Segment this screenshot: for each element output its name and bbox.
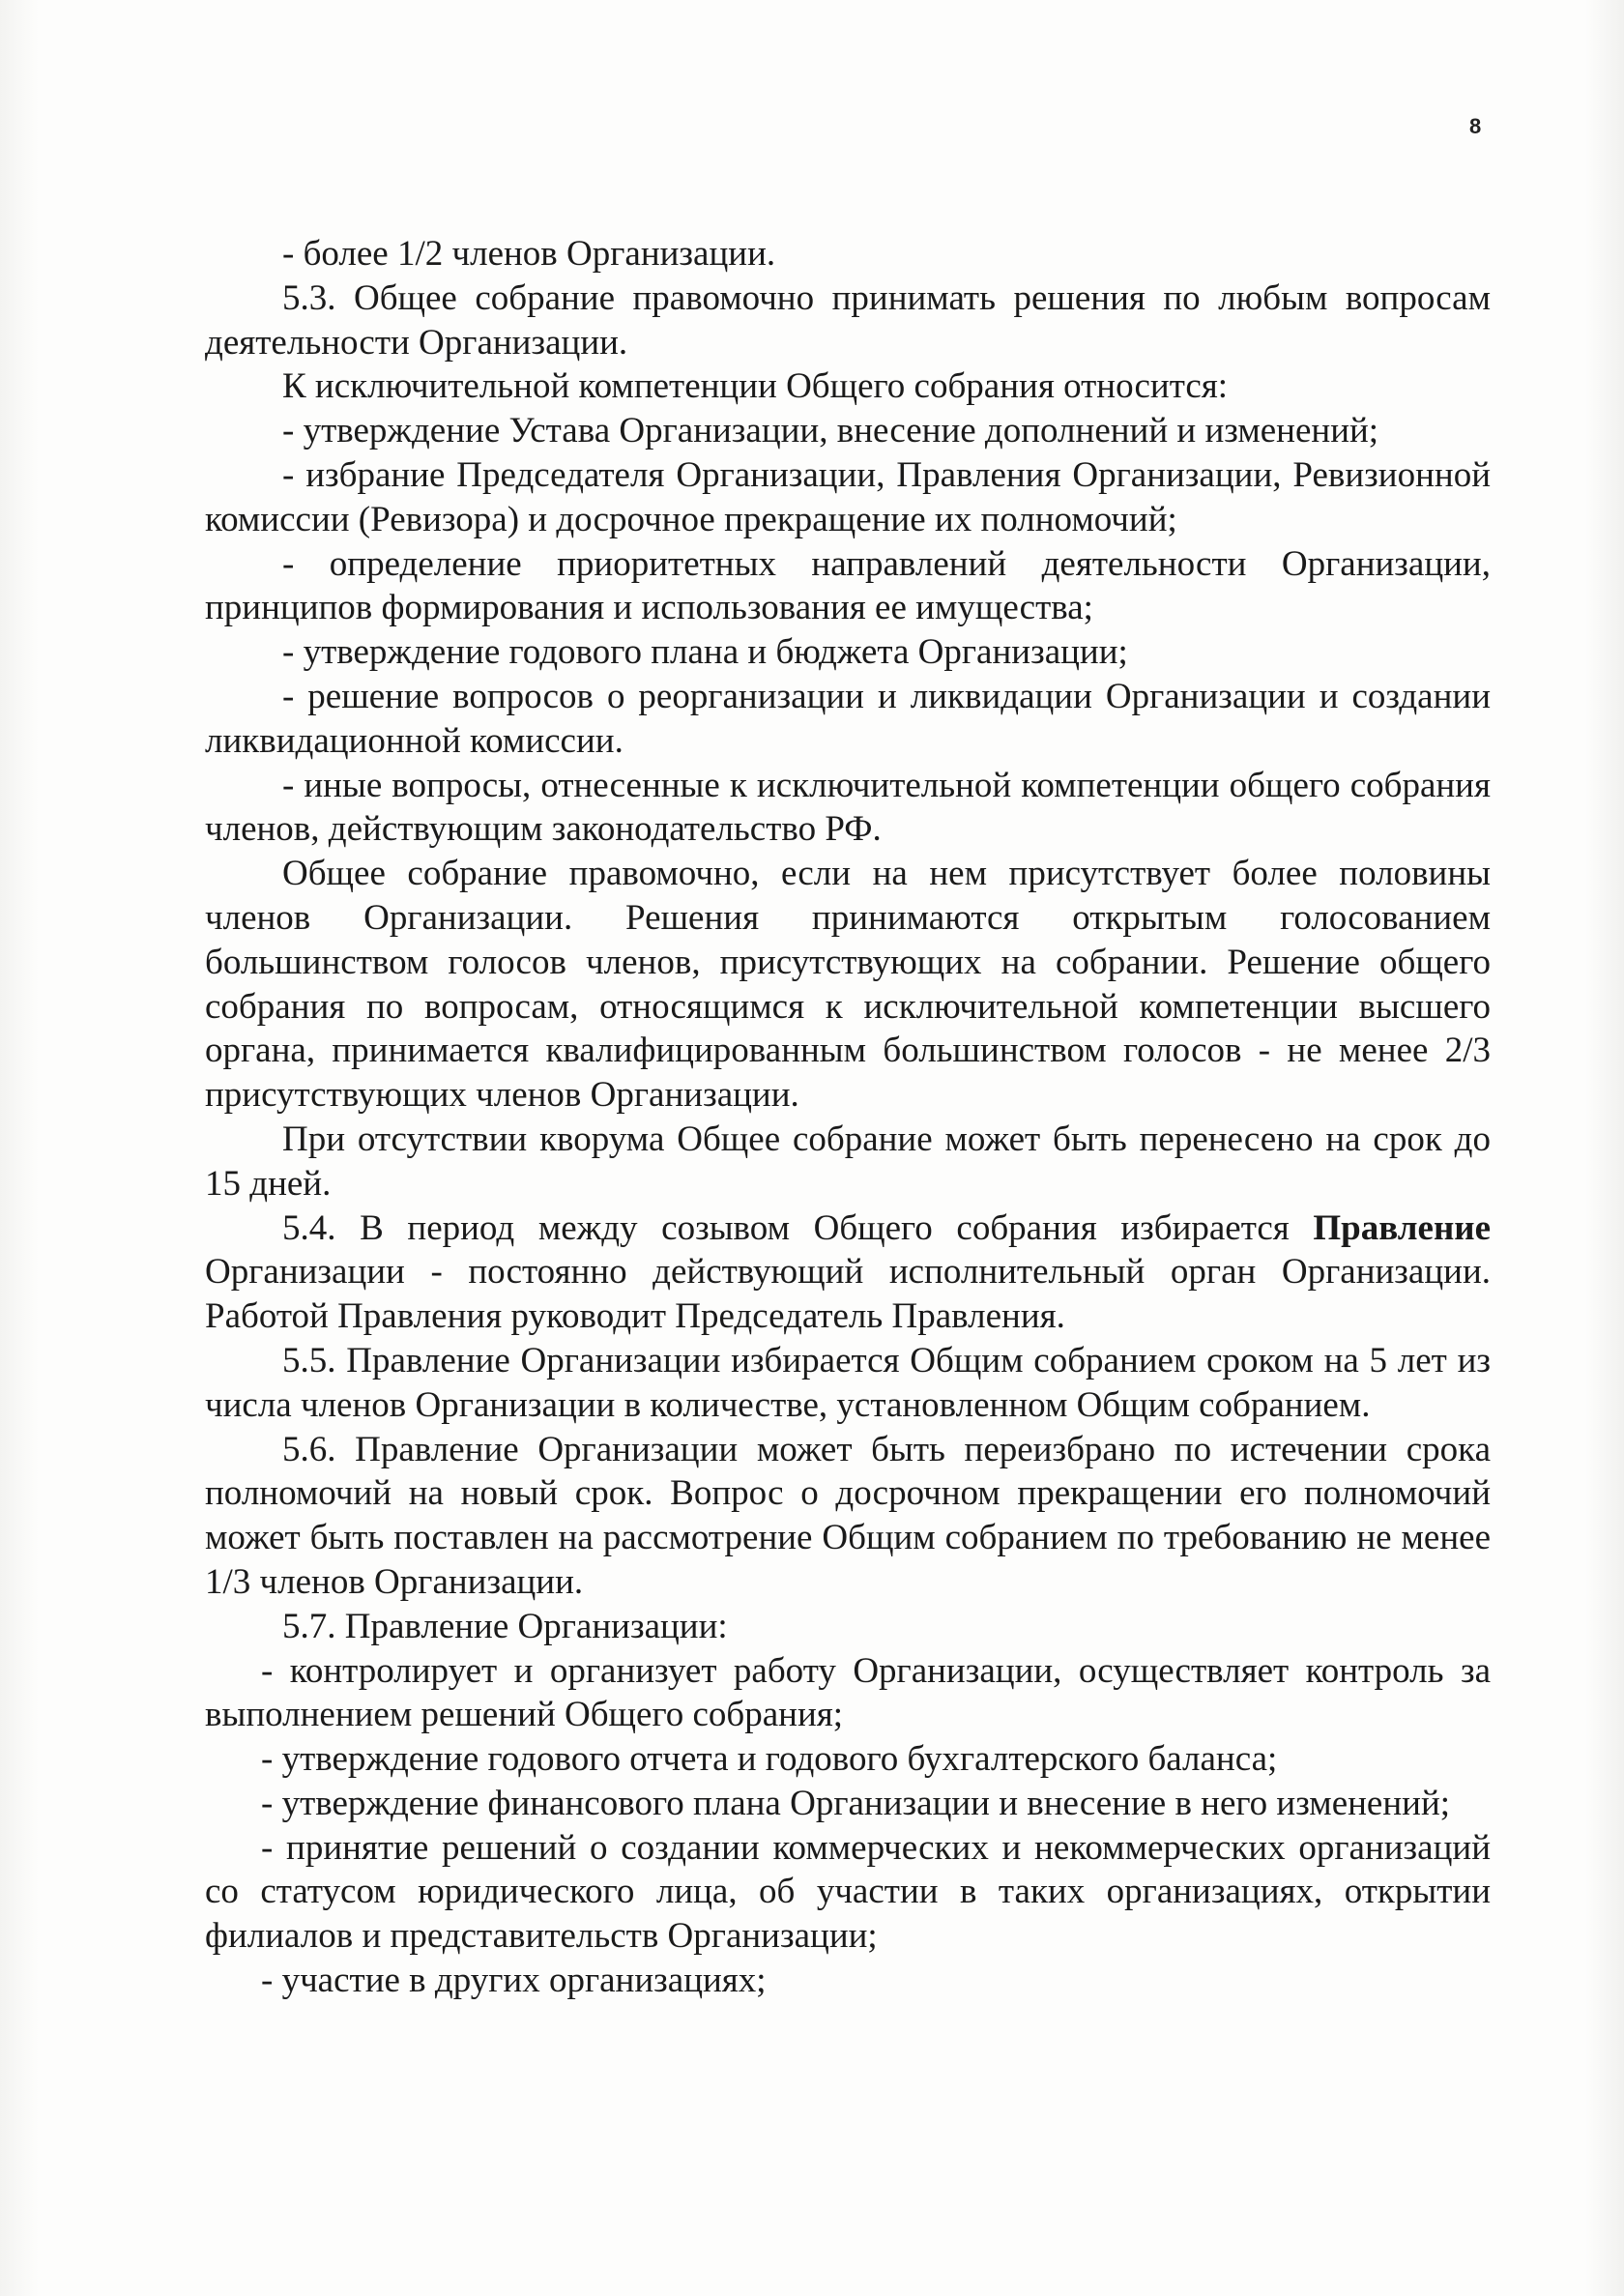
list-item: - утверждение Устава Организации, внесение дополнений и изменений; <box>282 411 1379 451</box>
section-5-4-bold-term: Правление <box>1313 1207 1491 1248</box>
section-5-5: 5.5. Правление Организации избирается Общим собранием сроком на 5 лет из числа членов Организации в количестве, установленном Общим собранием. <box>205 1340 1491 1425</box>
list-item: - утверждение годового отчета и годового бухгалтерского баланса; <box>261 1739 1278 1780</box>
list-item: - утверждение финансового плана Организации и внесение в него изменений; <box>261 1783 1451 1823</box>
list-item: - участие в других организациях; <box>261 1961 767 2001</box>
list-item: - принятие решений о создании коммерческих и некоммерческих организаций со статусом юридического лица, об участии в таких организациях, открытии филиалов и представительств Организации; <box>205 1827 1491 1957</box>
paragraph: - более 1/2 членов Организации. <box>282 234 776 274</box>
list-item: - контролирует и организует работу Организации, осуществляет контроль за выполнением решений Общего собрания; <box>205 1650 1491 1735</box>
page-number: 8 <box>1469 114 1482 138</box>
list-item: - иные вопросы, отнесенные к исключительной компетенции общего собрания членов, действующим законодательство РФ. <box>205 765 1491 850</box>
section-5-4 <box>205 1206 1491 1339</box>
section-5-4-text: 5.4. В период между созывом Общего собрания избирается <box>282 1207 1314 1248</box>
section-5-6: 5.6. Правление Организации может быть переизбрано по истечении срока полномочий на новый срок. Вопрос о досрочном прекращении его полномочий может быть поставлен на рассмотрение Общим собранием по требованию не менее 1/3 членов Организации. <box>205 1429 1491 1602</box>
list-item: - определение приоритетных направлений деятельности Организации, принципов формирования и использования ее имущества; <box>205 543 1491 628</box>
section-5-3: 5.3. Общее собрание правомочно принимать решения по любым вопросам деятельности Организации. <box>205 277 1491 363</box>
paragraph: При отсутствии кворума Общее собрание может быть перенесено на срок до 15 дней. <box>205 1119 1491 1204</box>
list-item: - решение вопросов о реорганизации и ликвидации Организации и создании ликвидационной комиссии. <box>205 676 1491 761</box>
section-5-4-text-tail: Организации - постоянно действующий исполнительный орган Организации. Работой Правления руководит Председатель Правления. <box>205 1252 1491 1337</box>
section-5-7: 5.7. Правление Организации: <box>282 1606 728 1646</box>
document-body <box>205 232 1491 2003</box>
list-item: - избрание Председателя Организации, Правления Организации, Ревизионной комиссии (Ревизора) и досрочное прекращение их полномочий; <box>205 454 1491 539</box>
paragraph: Общее собрание правомочно, если на нем присутствует более половины членов Организации. Решения принимаются открытым голосованием большинством голосов членов, присутствующих на собрании. Решение общего собрания по вопросам, относящимся к исключительной компетенции высшего органа, принимается квалифицированным большинством голосов - не менее 2/3 присутствующих членов Организации. <box>205 854 1491 1116</box>
paragraph: К исключительной компетенции Общего собрания относится: <box>282 366 1229 407</box>
list-item: - утверждение годового плана и бюджета Организации; <box>282 632 1128 673</box>
